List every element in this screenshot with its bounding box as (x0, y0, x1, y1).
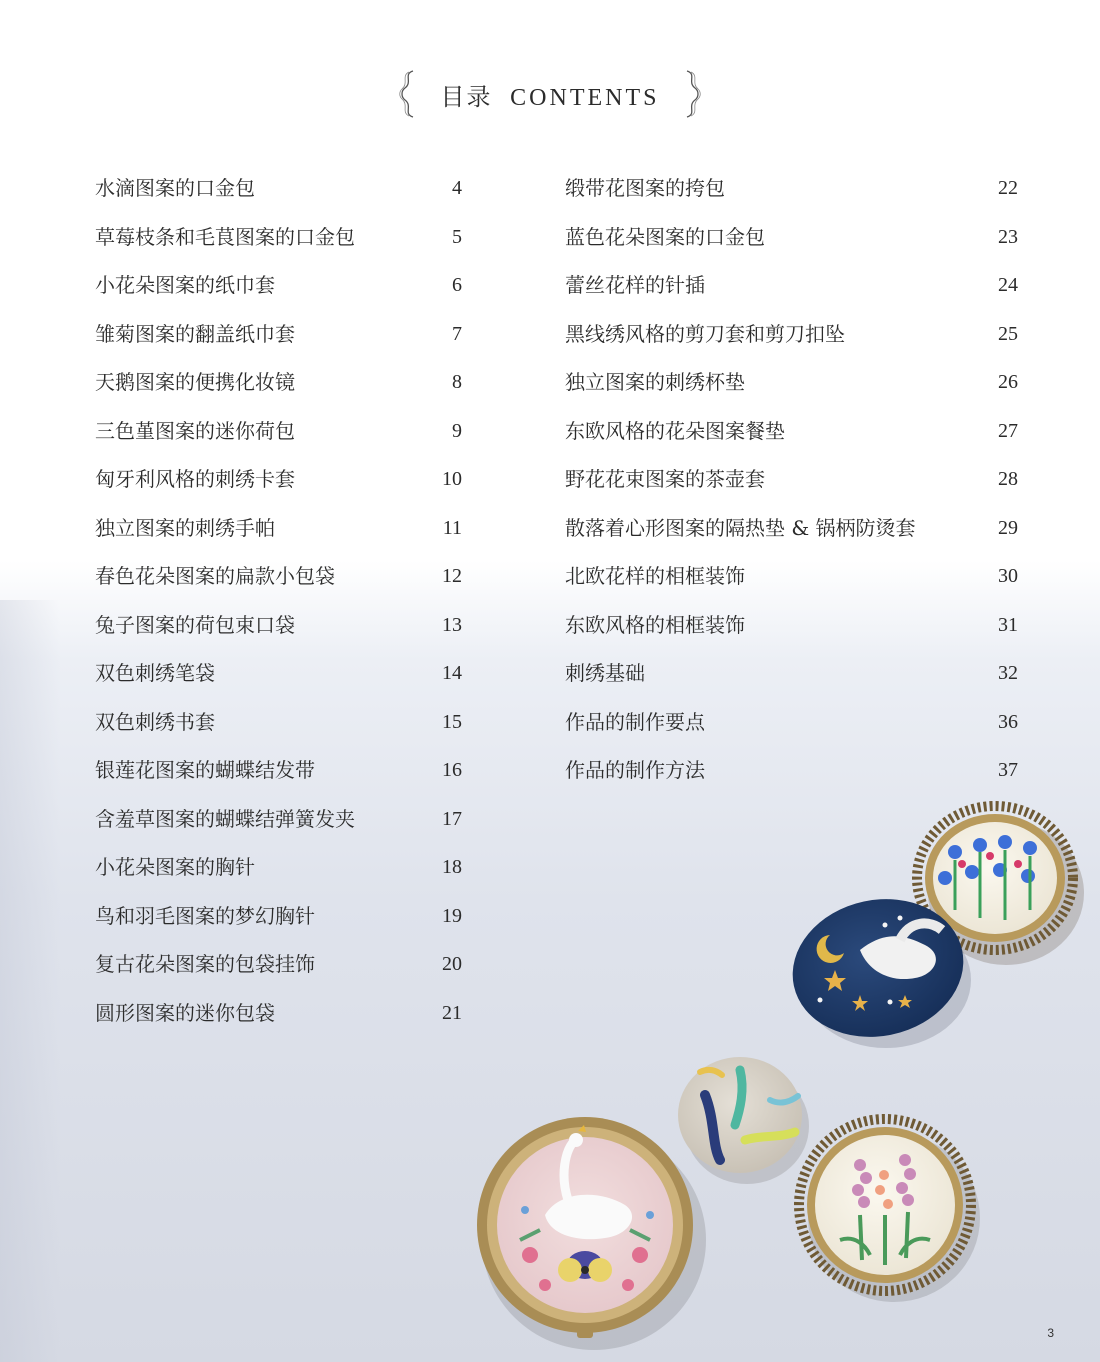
toc-entry-title: 雏菊图案的翻盖纸巾套 (95, 321, 295, 346)
toc-entry-page: 36 (998, 710, 1018, 733)
page-number: 3 (1047, 1326, 1054, 1340)
toc-entry[interactable] (565, 219, 1018, 268)
toc-entry[interactable] (565, 510, 1018, 559)
toc-entry-page: 27 (998, 419, 1018, 442)
toc-entry-title: 作品的制作方法 (565, 758, 705, 782)
toc-entry-page: 15 (442, 710, 462, 733)
right-scroll-bracket-icon (681, 68, 703, 120)
toc-entry-title: 三色堇图案的迷你荷包 (95, 418, 295, 443)
toc-entry-page: 11 (442, 516, 462, 539)
toc-entry-title: 天鹅图案的便携化妆镜 (95, 370, 295, 394)
toc-entry-title: 匈牙利风格的刺绣卡套 (95, 467, 295, 491)
toc-entry[interactable] (95, 801, 462, 850)
toc-entry[interactable] (95, 607, 462, 656)
toc-entry-page: 24 (998, 274, 1018, 296)
toc-entry-title: 圆形图案的迷你包袋 (95, 1000, 275, 1025)
toc-entry[interactable] (565, 170, 1018, 219)
toc-entry[interactable] (565, 655, 1018, 704)
toc-entry[interactable] (95, 655, 462, 704)
toc-entry-title: 北欧花样的相框装饰 (565, 564, 745, 588)
toc-entry-title: 蓝色花朵图案的口金包 (565, 224, 765, 249)
toc-entry-page: 22 (998, 177, 1018, 199)
toc-entry-title: 东欧风格的花朵图案餐垫 (565, 418, 785, 443)
toc-entry-page: 23 (998, 225, 1018, 248)
toc-entry-page: 31 (998, 613, 1018, 636)
toc-entry-page: 21 (442, 1001, 462, 1024)
photo-shadow (0, 600, 60, 1362)
toc-entry[interactable] (95, 849, 462, 898)
toc-entry[interactable] (95, 413, 462, 462)
toc-entry[interactable] (565, 413, 1018, 462)
toc-title-en: CONTENTS (510, 84, 660, 111)
toc-entry-title: 东欧风格的相框装饰 (565, 612, 745, 637)
toc-entry[interactable] (95, 704, 462, 753)
toc-entry-title: 野花花束图案的茶壶套 (565, 467, 765, 491)
toc-entry-title: 鸟和羽毛图案的梦幻胸针 (95, 903, 315, 928)
toc-entry-page: 32 (998, 662, 1018, 684)
toc-entry-page: 5 (452, 225, 462, 248)
toc-entry-page: 17 (442, 807, 462, 830)
toc-entry-title: 黑线绣风格的剪刀套和剪刀扣坠 (565, 321, 845, 346)
toc-left-column (95, 170, 462, 1043)
toc-entry-title: 刺绣基础 (565, 661, 645, 685)
toc-entry-title: 银莲花图案的蝴蝶结发带 (95, 758, 315, 782)
toc-entry-page: 20 (442, 953, 462, 975)
toc-entry-page: 16 (442, 759, 462, 781)
toc-entry[interactable] (565, 461, 1018, 510)
toc-entry-page: 6 (452, 274, 462, 296)
toc-entry[interactable] (95, 946, 462, 995)
toc-entry[interactable] (95, 995, 462, 1044)
toc-entry[interactable] (95, 461, 462, 510)
toc-entry[interactable] (95, 170, 462, 219)
toc-entry-page: 12 (442, 565, 462, 587)
toc-entry-page: 10 (442, 468, 462, 490)
toc-entry-title: 散落着心形图案的隔热垫 & 锅柄防烫套 (565, 515, 916, 540)
toc-entry-page: 18 (442, 856, 462, 878)
toc-entry-title: 双色刺绣笔袋 (95, 661, 215, 685)
toc-entry[interactable] (565, 558, 1018, 607)
toc-entry[interactable] (95, 510, 462, 559)
toc-entry-page: 13 (442, 613, 462, 636)
toc-entry-page: 37 (998, 759, 1018, 781)
toc-entry-page: 29 (998, 516, 1018, 539)
toc-entry-page: 8 (452, 371, 462, 393)
toc-entry-title: 含羞草图案的蝴蝶结弹簧发夹 (95, 806, 355, 831)
toc-entry[interactable] (95, 316, 462, 365)
toc-entry[interactable] (95, 898, 462, 947)
toc-right-column (565, 170, 1018, 801)
toc-entry-page: 4 (452, 177, 462, 199)
toc-entry[interactable] (95, 558, 462, 607)
toc-entry-page: 9 (452, 419, 462, 442)
toc-header (0, 66, 1100, 122)
toc-entry-title: 双色刺绣书套 (95, 709, 215, 734)
toc-entry[interactable] (95, 364, 462, 413)
toc-entry[interactable] (565, 704, 1018, 753)
toc-entry-title: 草莓枝条和毛茛图案的口金包 (95, 224, 355, 249)
toc-entry[interactable] (95, 267, 462, 316)
toc-entry-title: 缎带花图案的挎包 (565, 176, 725, 200)
toc-title-cn: 目录 (440, 82, 493, 111)
toc-entry[interactable] (565, 752, 1018, 801)
toc-entry-title: 作品的制作要点 (565, 709, 705, 734)
toc-entry-page: 25 (998, 322, 1018, 345)
toc-entry-title: 独立图案的刺绣杯垫 (565, 370, 745, 394)
toc-entry-page: 26 (998, 371, 1018, 393)
toc-entry-title: 独立图案的刺绣手帕 (95, 515, 275, 540)
toc-entry-title: 蕾丝花样的针插 (565, 273, 705, 297)
toc-entry[interactable] (95, 219, 462, 268)
toc-title (437, 77, 664, 112)
toc-entry-title: 兔子图案的荷包束口袋 (95, 612, 295, 637)
toc-entry-page: 7 (452, 322, 462, 345)
toc-entry-title: 小花朵图案的纸巾套 (95, 273, 275, 297)
toc-entry[interactable] (565, 364, 1018, 413)
toc-entry[interactable] (565, 607, 1018, 656)
toc-entry-title: 春色花朵图案的扁款小包袋 (95, 564, 335, 588)
toc-entry-page: 14 (442, 662, 462, 684)
toc-entry-title: 水滴图案的口金包 (95, 176, 255, 200)
toc-entry-page: 28 (998, 468, 1018, 490)
toc-entry-title: 复古花朵图案的包袋挂饰 (95, 952, 315, 976)
toc-entry[interactable] (565, 267, 1018, 316)
toc-entry-page: 30 (998, 565, 1018, 587)
toc-entry-title: 小花朵图案的胸针 (95, 855, 255, 879)
toc-entry-page: 19 (442, 904, 462, 927)
toc-entry[interactable] (95, 752, 462, 801)
left-scroll-bracket-icon (397, 68, 419, 120)
toc-entry[interactable] (565, 316, 1018, 365)
